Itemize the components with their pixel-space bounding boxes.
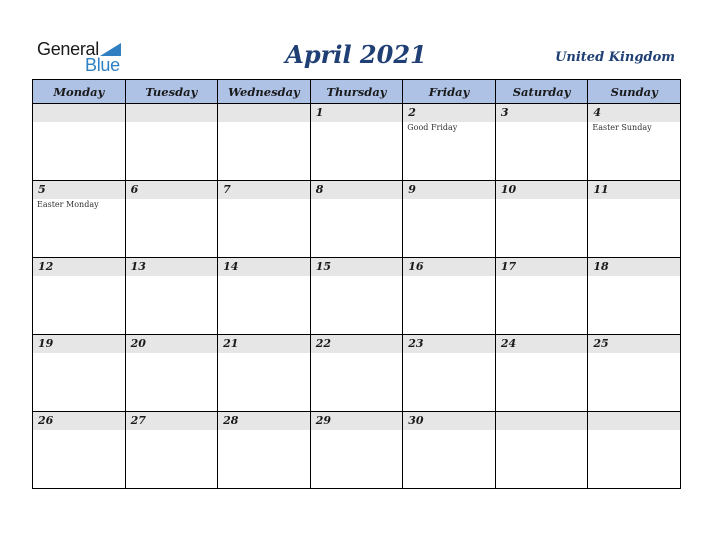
day-header-strip <box>311 181 403 199</box>
day-header-strip <box>496 181 588 199</box>
day-header-strip <box>403 335 495 353</box>
day-cell <box>588 335 681 412</box>
day-cell <box>125 335 218 412</box>
day-cell <box>310 181 403 258</box>
day-cell <box>125 181 218 258</box>
day-cell <box>33 335 126 412</box>
country-label: United Kingdom <box>555 50 675 65</box>
day-cell <box>125 104 218 181</box>
day-header-strip <box>218 181 310 199</box>
day-number: 19 <box>38 337 54 350</box>
day-header-strip <box>496 412 588 430</box>
day-cell <box>495 104 588 181</box>
day-number: 3 <box>500 106 509 119</box>
week-row <box>33 258 681 335</box>
day-number: 12 <box>38 260 54 273</box>
day-cell <box>125 258 218 335</box>
day-number: 7 <box>223 183 231 196</box>
day-cell <box>403 181 496 258</box>
day-cell <box>33 181 126 258</box>
holiday-label: Good Friday <box>407 123 458 132</box>
day-header-strip <box>403 104 495 122</box>
day-header-strip <box>126 335 218 353</box>
day-number: 29 <box>315 414 331 427</box>
brand-logo <box>37 39 137 75</box>
day-header-strip <box>496 104 588 122</box>
day-header-strip <box>218 412 310 430</box>
day-header-strip <box>311 412 403 430</box>
page-title: April 2021 <box>285 40 427 69</box>
weekday-header: Friday <box>403 80 496 104</box>
day-cell <box>218 104 311 181</box>
day-cell <box>588 412 681 489</box>
day-header-strip <box>126 258 218 276</box>
day-cell <box>495 335 588 412</box>
day-cell <box>403 104 496 181</box>
week-row <box>33 104 681 181</box>
day-cell <box>403 335 496 412</box>
day-number: 14 <box>223 260 239 273</box>
day-number: 15 <box>315 260 331 273</box>
day-header-strip <box>218 258 310 276</box>
week-row <box>33 335 681 412</box>
day-cell <box>218 181 311 258</box>
day-cell <box>125 412 218 489</box>
day-header-strip <box>311 258 403 276</box>
day-number: 23 <box>408 337 424 350</box>
day-cell <box>310 258 403 335</box>
day-number: 25 <box>593 337 609 350</box>
day-cell <box>495 181 588 258</box>
holiday-label: Easter Sunday <box>592 123 652 132</box>
day-header-strip <box>496 335 588 353</box>
day-header-strip <box>126 104 218 122</box>
day-number: 5 <box>38 183 46 196</box>
day-number: 18 <box>593 260 609 273</box>
day-cell <box>495 412 588 489</box>
day-number: 4 <box>593 106 602 119</box>
brand-name-blue: Blue <box>85 55 120 75</box>
day-number: 27 <box>130 414 146 427</box>
day-number: 30 <box>408 414 424 427</box>
weekday-header: Thursday <box>310 80 403 104</box>
day-header-strip <box>218 104 310 122</box>
day-cell <box>218 412 311 489</box>
day-number: 26 <box>38 414 54 427</box>
day-cell <box>310 412 403 489</box>
weekday-header-row <box>33 80 681 104</box>
day-cell <box>218 258 311 335</box>
day-number: 8 <box>315 183 324 196</box>
day-cell <box>588 181 681 258</box>
day-cell <box>33 104 126 181</box>
day-header-strip <box>33 335 125 353</box>
weekday-header: Wednesday <box>218 80 311 104</box>
brand-name-general: General <box>37 39 99 59</box>
day-number: 6 <box>130 183 139 196</box>
day-header-strip <box>403 412 495 430</box>
day-number: 22 <box>315 337 331 350</box>
calendar-grid <box>32 79 681 489</box>
day-cell <box>218 335 311 412</box>
day-header-strip <box>588 412 680 430</box>
day-number: 17 <box>500 260 517 273</box>
day-header-strip <box>126 181 218 199</box>
holiday-label: Easter Monday <box>37 200 99 209</box>
day-number: 11 <box>593 183 609 196</box>
day-number: 20 <box>130 337 146 350</box>
day-header-strip <box>33 412 125 430</box>
day-header-strip <box>588 104 680 122</box>
day-cell <box>33 258 126 335</box>
week-row <box>33 412 681 489</box>
day-number: 13 <box>130 260 146 273</box>
day-header-strip <box>496 258 588 276</box>
day-number: 21 <box>223 337 239 350</box>
day-cell <box>588 258 681 335</box>
weekday-header: Sunday <box>588 80 681 104</box>
day-number: 10 <box>500 183 517 196</box>
day-cell <box>310 335 403 412</box>
day-cell <box>310 104 403 181</box>
day-header-strip <box>126 412 218 430</box>
day-header-strip <box>403 258 495 276</box>
day-header-strip <box>588 181 680 199</box>
day-number: 9 <box>408 183 416 196</box>
weekday-header: Saturday <box>495 80 588 104</box>
day-header-strip <box>403 181 495 199</box>
day-number: 28 <box>223 414 239 427</box>
day-header-strip <box>33 258 125 276</box>
day-number: 1 <box>315 106 324 119</box>
day-header-strip <box>33 181 125 199</box>
day-number: 16 <box>408 260 424 273</box>
day-cell <box>33 412 126 489</box>
day-cell <box>403 412 496 489</box>
day-header-strip <box>588 335 680 353</box>
day-cell <box>495 258 588 335</box>
day-cell <box>588 104 681 181</box>
day-header-strip <box>33 104 125 122</box>
day-cell <box>403 258 496 335</box>
day-number: 2 <box>408 106 416 119</box>
weekday-header: Tuesday <box>125 80 218 104</box>
day-header-strip <box>311 335 403 353</box>
weekday-header: Monday <box>33 80 126 104</box>
day-header-strip <box>218 335 310 353</box>
day-header-strip <box>588 258 680 276</box>
day-number: 24 <box>500 337 517 350</box>
week-row <box>33 181 681 258</box>
day-header-strip <box>311 104 403 122</box>
